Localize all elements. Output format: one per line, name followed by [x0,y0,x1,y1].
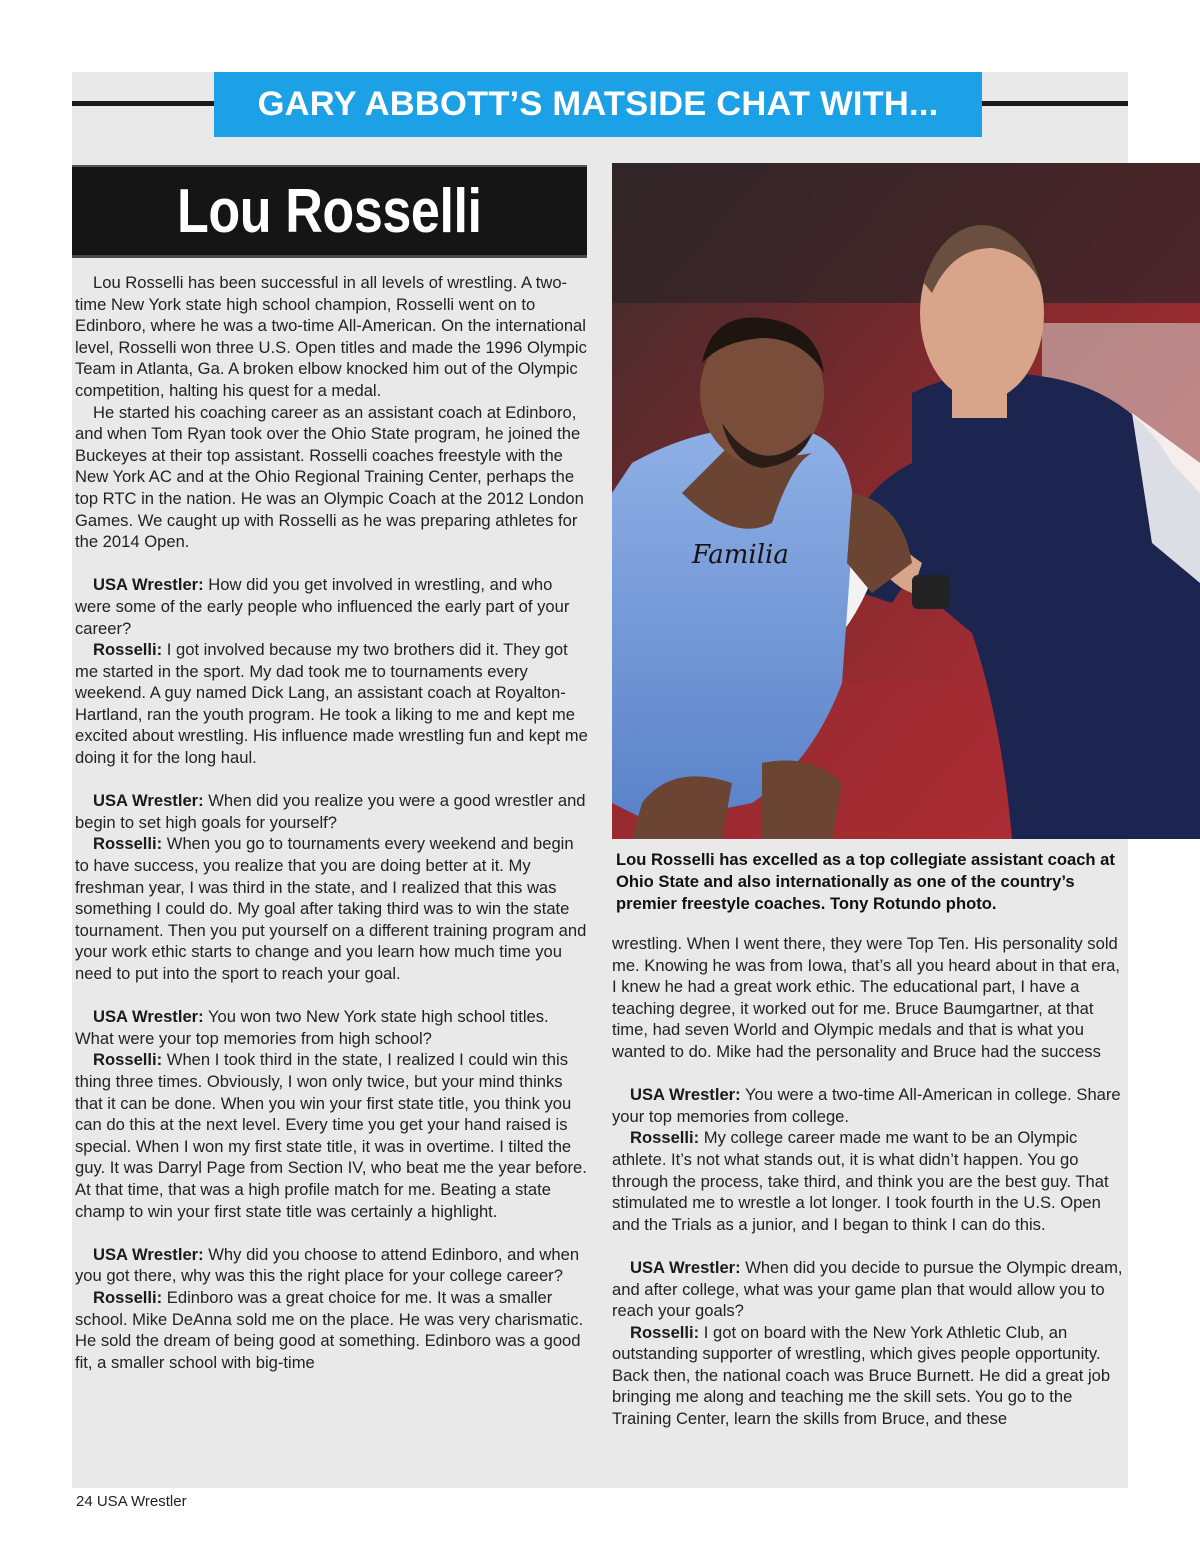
speaker-label: USA Wrestler: [93,1007,204,1027]
paragraph-text: My college career made me want to be an Olympic athlete. It’s not what stands out, it is what didn’t happen. You go through the process, take third, and think you are the best guy. That stimulated me to wrestle a lot longer. I took fourth in the U.S. Open and the Trials as a junior, and I began to think I can do this. [612,1128,1109,1234]
article-paragraph [75,790,591,833]
paragraph-text: You were a two-time All-American in college. Share your top memories from college. [612,1085,1121,1126]
paragraph-text: He started his coaching career as an assistant coach at Edinboro, and when Tom Ryan took over the Ohio State program, he joined the Buckeyes at their top assistant. Rosselli coaches freestyle with the New York AC and at the Ohio Regional Training Center, perhaps the top RTC in the nation. He was an Olympic Coach at the 2012 London Games. We caught up with Rosselli as he was preparing athletes for the 2014 Open. [75,402,584,552]
article-paragraph [612,1084,1128,1127]
paragraph-text: I got on board with the New York Athletic Club, an outstanding supporter of wrestling, which gives people opportunity. Back then, the national coach was Bruce Burnett. He did a great job bringing me along and teaching me the skill sets. You go to the Training Center, learn the skills from Bruce, and these [612,1322,1111,1429]
speaker-label: Rosselli: [93,640,163,660]
article-paragraph [75,574,591,639]
speaker-label: USA Wrestler: [93,1244,204,1264]
speaker-label: Rosselli: [630,1128,700,1148]
paragraph-text: I got involved because my two brothers did it. They got me started in the sport. My dad took me to tournaments every weekend. A guy named Dick Lang, an assistant coach at Royalton-Hartland, ran the youth program. He took a liking to me and kept me excited about wrestling. His influence made wrestling fun and kept me doing it for the long haul. [75,640,588,768]
paragraph-text: When you go to tournaments every weekend and begin to have success, you realize that you are doing better at it. My freshman year, I was third in the state, and I realized that this was something I could do. My goal after taking third was to win the state tournament. Then you put yourself on a different training program and your work ethic starts to change and you learn how much time you need to put into the sport to reach your goal. [75,834,587,983]
article-paragraph [75,1049,591,1222]
article-paragraph [75,1006,591,1049]
paragraph-text: wrestling. When I went there, they were Top Ten. His personality sold me. Knowing he was from Iowa, that’s all you heard about in that era, I knew he had a great work ethic. The educational part, I have a teaching degree, it worked out for me. Bruce Baumgartner, at that time, had seven World and Olympic medals and that is what you wanted to do. Mike had the personality and Bruce had the success [612,934,1120,1061]
article-column-2 [612,933,1128,1430]
header-rule-left [72,101,222,106]
speaker-label: USA Wrestler: [630,1085,741,1105]
paragraph-text: Why did you choose to attend Edinboro, and when you got there, why was this the right place for your college career? [75,1244,580,1286]
speaker-label: USA Wrestler: [630,1257,741,1277]
article-title: Lou Rosselli [177,176,482,246]
article-paragraph [75,833,591,984]
article-paragraph [612,1127,1128,1235]
article-paragraph [75,1244,591,1287]
paragraph-text: You won two New York state high school titles. What were your top memories from high school? [75,1007,549,1048]
article-column-1 [75,272,591,1373]
tattoo-text: Familia [692,540,789,570]
photo-caption: Lou Rosselli has excelled as a top collegiate assistant coach at Ohio State and also internationally as one of the country’s premier freestyle coaches. Tony Rotundo photo. [616,850,1115,913]
section-banner: GARY ABBOTT’S MATSIDE CHAT WITH... [214,72,982,137]
article-paragraph [75,1287,591,1373]
paragraph-text: When did you decide to pursue the Olympic dream, and after college, what was your game plan that would allow you to reach your goals? [612,1257,1123,1321]
speaker-label: Rosselli: [630,1322,700,1342]
paragraph-text: Lou Rosselli has been successful in all levels of wrestling. A two-time New York state high school champion, Rosselli went on to Edinboro, where he was a two-time All-American. On the international level, Rosselli won three U.S. Open titles and made the 1996 Olympic Team in Atlanta, Ga. A broken elbow knocked him out of the Olympic competition, halting his quest for a medal. [75,273,587,400]
article-paragraph [75,272,591,402]
paragraph-text: When I took third in the state, I realized I could win this thing three times. Obviously, I won only twice, but your mind thinks that it can be done. When you win your first state title, you think you can do this at the next level. Every time you get your hand raised is special. When I won my first state title, it was in overtime. I tilted the guy. It was Darryl Page from Section IV, who beat me the year before. At that time, that was a high profile match for me. Beating a state champ to win your first state title was certainly a highlight. [75,1050,587,1221]
speaker-label: Rosselli: [93,1050,163,1070]
speaker-label: Rosselli: [93,1287,163,1307]
speaker-label: USA Wrestler: [93,791,204,811]
header-rule-right [975,101,1128,106]
article-title-bar [72,165,587,258]
article-photo [612,163,1200,839]
page-footer: 24 USA Wrestler [76,1493,187,1510]
speaker-label: Rosselli: [93,834,163,854]
paragraph-text: When did you realize you were a good wrestler and begin to set high goals for yourself? [75,791,586,832]
article-paragraph [75,639,591,769]
article-paragraph [75,402,591,553]
paragraph-text: How did you get involved in wrestling, and who were some of the early people who influenced the early part of your career? [75,575,570,638]
article-paragraph [612,933,1128,1063]
article-paragraph [612,1257,1128,1322]
speaker-label: USA Wrestler: [93,575,204,595]
paragraph-text: Edinboro was a great choice for me. It was a smaller school. Mike DeAnna sold me on the place. He was very charismatic. He sold the dream of being good at something. Edinboro was a good fit, a smaller school with big-time [75,1287,584,1372]
article-paragraph [612,1322,1128,1430]
